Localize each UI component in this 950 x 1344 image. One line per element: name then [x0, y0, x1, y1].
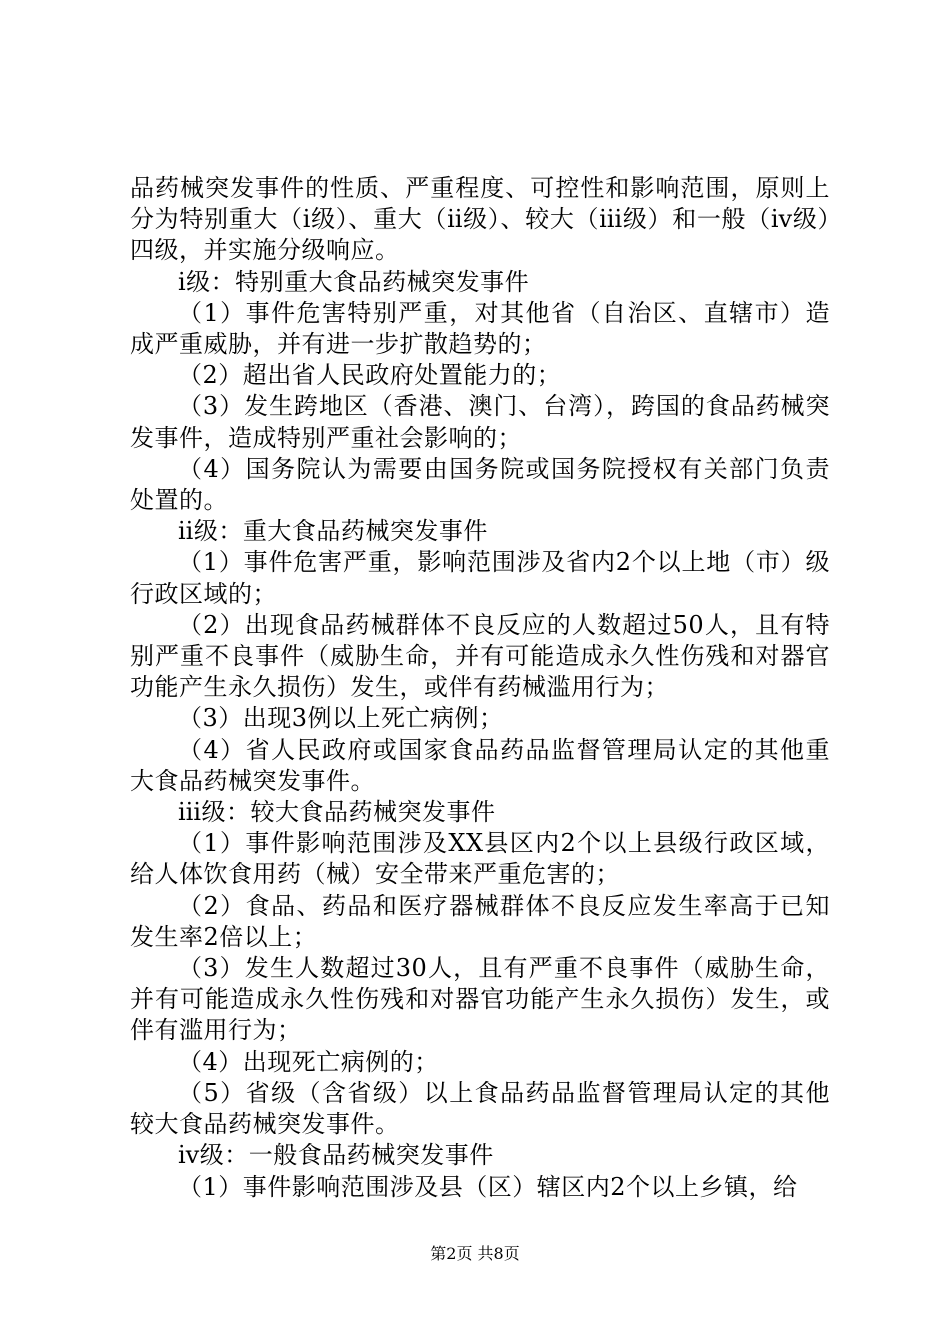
list-item: （2）出现食品药械群体不良反应的人数超过50人，且有特别严重不良事件（威胁生命，并有可能造成永久性伤残和对器官功能产生永久损伤）发生，或伴有药械滥用行为；: [130, 610, 830, 702]
list-item: （2）食品、药品和医疗器械群体不良反应发生率高于已知发生率2倍以上；: [130, 891, 830, 951]
page-footer: [0, 1244, 950, 1264]
list-item: （4）出现死亡病例的；: [178, 1047, 439, 1076]
list-item: （4）国务院认为需要由国务院或国务院授权有关部门负责处置的。: [130, 454, 830, 515]
paragraph-intro: 品药械突发事件的性质、严重程度、可控性和影响范围，原则上分为特别重大（ⅰ级）、重大（ⅱ级）、较大（ⅲ级）和一般（ⅳ级）四级，并实施分级响应。: [130, 174, 830, 265]
list-item: （1）事件危害严重，影响范围涉及省内2个以上地（市）级行政区域的；: [130, 548, 830, 608]
section-heading-level-1: ⅰ级：特别重大食品药械突发事件: [178, 267, 530, 296]
list-item: （5）省级（含省级）以上食品药品监督管理局认定的其他较大食品药械突发事件。: [130, 1078, 830, 1139]
section-heading-level-3: ⅲ级：较大食品药械突发事件: [178, 798, 496, 827]
list-item: （2）超出省人民政府处置能力的；: [178, 361, 562, 390]
list-item: （4）省人民政府或国家食品药品监督管理局认定的其他重大食品药械突发事件。: [130, 735, 830, 795]
list-item: （3）发生跨地区（香港、澳门、台湾），跨国的食品药械突发事件，造成特别严重社会影响的；: [130, 392, 830, 452]
list-item: （1）事件影响范围涉及县（区）辖区内2个以上乡镇，给: [178, 1172, 798, 1201]
section-heading-level-4: ⅳ级：一般食品药械突发事件: [178, 1141, 494, 1170]
page-number-label: 第2页 共8页: [430, 1244, 520, 1263]
section-heading-level-2: ⅱ级：重大食品药械突发事件: [178, 517, 488, 546]
document-body: [130, 173, 830, 1203]
list-item: （3）出现3例以上死亡病例；: [178, 704, 504, 733]
list-item: （1）事件危害特别严重，对其他省（自治区、直辖市）造成严重威胁，并有进一步扩散趋势的；: [130, 298, 830, 359]
list-item: （3）发生人数超过30人，且有严重不良事件（威胁生命，并有可能造成永久性伤残和对器官功能产生永久损伤）发生，或伴有滥用行为；: [130, 954, 830, 1045]
list-item: （1）事件影响范围涉及XX县区内2个以上县级行政区域，给人体饮食用药（械）安全带来严重危害的；: [130, 829, 830, 889]
